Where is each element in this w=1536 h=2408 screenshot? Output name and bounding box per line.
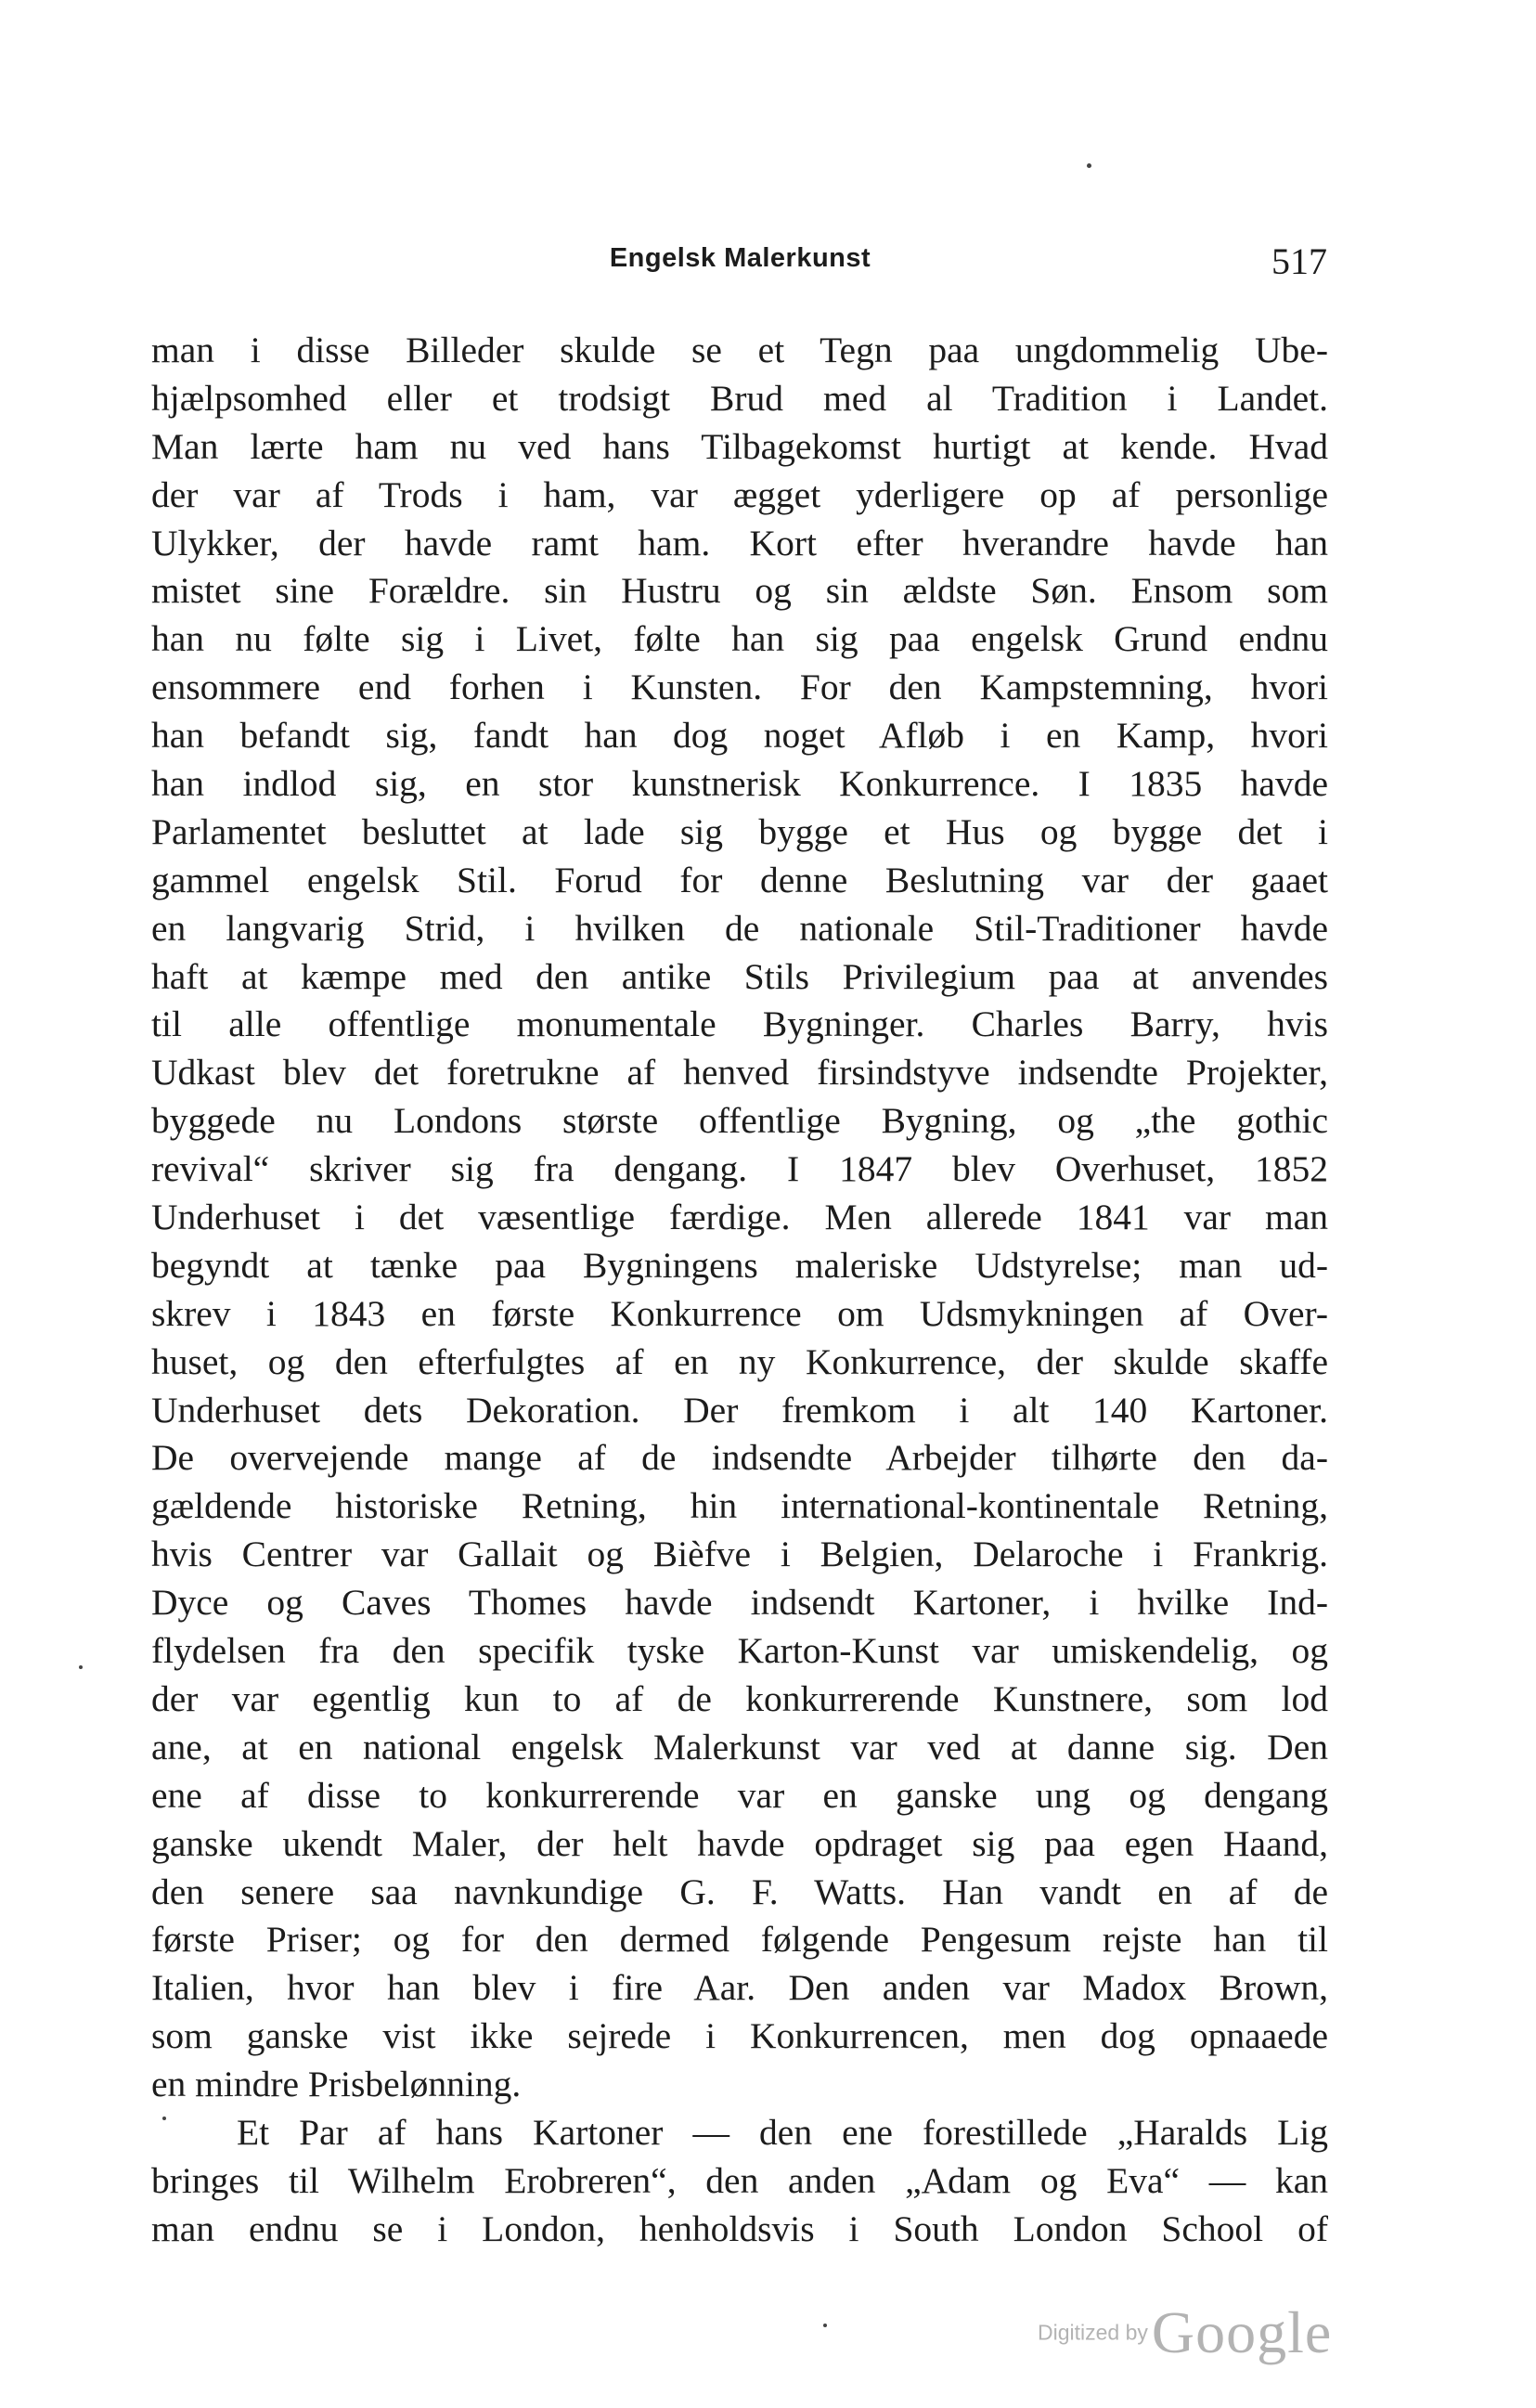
page-header — [153, 240, 1327, 290]
text-line: byggede nu Londons største offentlige Bygning, og „the gothic — [151, 1100, 1328, 1142]
text-line: bringes til Wilhelm Erobreren“, den anden „Adam og Eva“ — kan — [151, 2159, 1328, 2201]
scan-speck — [79, 1665, 83, 1669]
text-line: ensommere end forhen i Kunsten. For den Kampstemning, hvori — [151, 667, 1328, 708]
text-line: der var af Trods i ham, var ægget yderligere op af personlige — [151, 473, 1328, 515]
body-text — [151, 327, 1328, 2254]
text-line: som ganske vist ikke sejrede i Konkurrencen, men dog opnaaede — [151, 2015, 1328, 2057]
text-line: han befandt sig, fandt han dog noget Afløb i en Kamp, hvori — [151, 715, 1328, 757]
text-line: Parlamentet besluttet at lade sig bygge et Hus og bygge det i — [151, 810, 1328, 852]
page-number: 517 — [1271, 240, 1327, 282]
text-line: skrev i 1843 en første Konkurrence om Udsmykningen af Over- — [151, 1292, 1328, 1334]
text-line: første Priser; og for den dermed følgende Pengesum rejste han til — [151, 1919, 1328, 1961]
text-line: begyndt at tænke paa Bygningens maleriske Udstyrelse; man ud- — [151, 1244, 1328, 1286]
text-line: huset, og den efterfulgtes af en ny Konkurrence, der skulde skaffe — [151, 1340, 1328, 1382]
text-line: gældende historiske Retning, hin international-kontinentale Retning, — [151, 1485, 1328, 1527]
text-line: flydelsen fra den specifik tyske Karton-Kunst var umiskendelig, og — [151, 1630, 1328, 1672]
text-line: Underhuset i det væsentlige færdige. Men allerede 1841 var man — [151, 1197, 1328, 1238]
text-line: han nu følte sig i Livet, følte han sig paa engelsk Grund endnu — [151, 618, 1328, 660]
digitized-by-label: Digitized by — [1038, 2320, 1148, 2345]
text-line: hjælpsomhed eller et trodsigt Brud med al Tradition i Landet. — [151, 377, 1328, 419]
text-line: Italien, hvor han blev i fire Aar. Den anden var Madox Brown, — [151, 1967, 1328, 2009]
text-line: en mindre Prisbelønning. — [151, 2064, 522, 2105]
text-line: en langvarig Strid, i hvilken de nationale Stil-Traditioner havde — [151, 907, 1328, 949]
text-line: der var egentlig kun to af de konkurrerende Kunstnere, som lod — [151, 1677, 1328, 1719]
text-line: han indlod sig, en stor kunstnerisk Konkurrence. I 1835 havde — [151, 763, 1328, 805]
text-line: De overvejende mange af de indsendte Arbejder tilhørte den da- — [151, 1437, 1328, 1479]
text-line: den senere saa navnkundige G. F. Watts. Han vandt en af de — [151, 1871, 1328, 1912]
text-line: Dyce og Caves Thomes havde indsendt Kartoner, i hvilke Ind- — [151, 1582, 1328, 1624]
running-title: Engelsk Malerkunst — [609, 243, 871, 273]
text-line: man i disse Billeder skulde se et Tegn paa ungdommelig Ube- — [151, 330, 1328, 370]
google-logo: Google — [1151, 2299, 1333, 2365]
text-line: haft at kæmpe med den antike Stils Privilegium paa at anvendes — [151, 955, 1328, 997]
scan-speck — [162, 2117, 166, 2120]
text-line: Man lærte ham nu ved hans Tilbagekomst hurtigt at kende. Hvad — [151, 425, 1328, 467]
digitized-by-google-watermark — [1038, 2298, 1332, 2367]
text-line: gammel engelsk Stil. Forud for denne Beslutning var der gaaet — [151, 859, 1328, 900]
text-line: ene af disse to konkurrerende var en ganske ung og dengang — [151, 1774, 1328, 1816]
text-line: Udkast blev det foretrukne af henved firsindstyve indsendte Projekter, — [151, 1052, 1328, 1094]
text-line: til alle offentlige monumentale Bygninger. Charles Barry, hvis — [151, 1003, 1328, 1045]
text-line: ganske ukendt Maler, der helt havde opdraget sig paa egen Haand, — [151, 1822, 1328, 1864]
text-line: hvis Centrer var Gallait og Bièfve i Belgien, Delaroche i Frankrig. — [151, 1534, 1328, 1575]
scan-speck — [823, 2324, 827, 2327]
text-line: man endnu se i London, henholdsvis i South London School of — [151, 2207, 1328, 2249]
text-line: ane, at en national engelsk Malerkunst var ved at danne sig. Den — [151, 1726, 1328, 1767]
scan-speck — [1087, 163, 1091, 168]
text-line: Ulykker, der havde ramt ham. Kort efter hverandre havde han — [151, 522, 1328, 563]
text-line: revival“ skriver sig fra dengang. I 1847 blev Overhuset, 1852 — [151, 1148, 1328, 1190]
text-line: mistet sine Forældre. sin Hustru og sin ældste Søn. Ensom som — [151, 570, 1328, 612]
text-line: Underhuset dets Dekoration. Der fremkom i alt 140 Kartoner. — [151, 1389, 1328, 1431]
paragraph-first-line: Et Par af hans Kartoner — den ene forestillede „Haralds Lig — [237, 2111, 1328, 2153]
